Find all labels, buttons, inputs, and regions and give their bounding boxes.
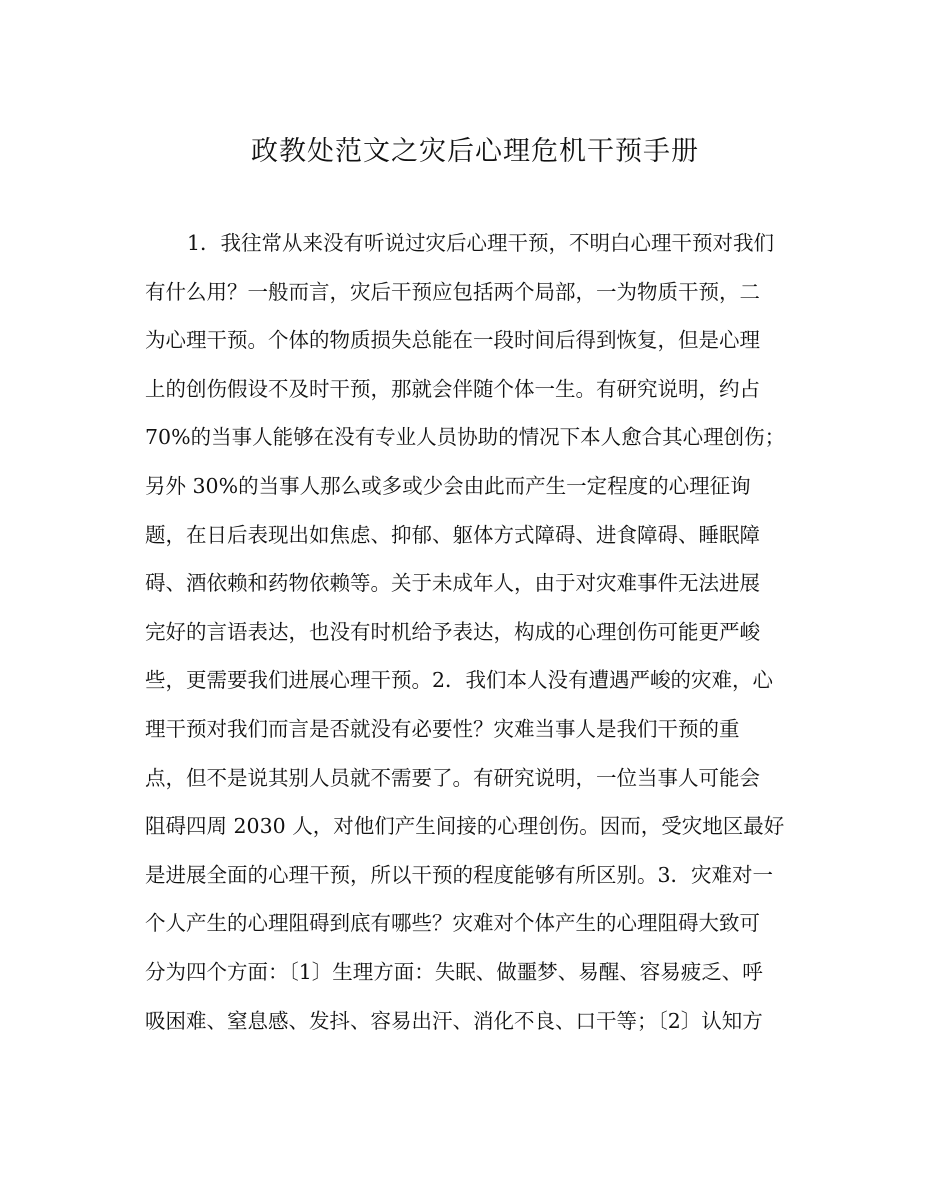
body-line: 点，但不是说其别人员就不需要了。有研究说明，一位当事人可能会 — [145, 765, 760, 790]
body-line: 有什么用？一般而言，灾后干预应包括两个局部，一为物质干预，二 — [145, 279, 760, 304]
body-line: 吸困难、窒息感、发抖、容易出汗、消化不良、口干等；〔2〕认知方 — [145, 1008, 763, 1033]
body-line: 题，在日后表现出如焦虑、抑郁、躯体方式障碍、进食障碍、睡眠障 — [145, 522, 760, 547]
body-line: 为心理干预。个体的物质损失总能在一段时间后得到恢复，但是心理 — [145, 328, 760, 353]
body-line: 另外 30%的当事人那么或多或少会由此而产生一定程度的心理征询 — [145, 473, 751, 498]
body-line: 上的创伤假设不及时干预，那就会伴随个体一生。有研究说明，约占 — [145, 376, 760, 401]
document-title: 政教处范文之灾后心理危机干预手册 — [251, 136, 699, 167]
body-line: 理干预对我们而言是否就没有必要性？灾难当事人是我们干预的重 — [145, 716, 740, 741]
body-line: 是进展全面的心理干预，所以干预的程度能够有所区别。3．灾难对一 — [145, 862, 774, 887]
document-body — [145, 219, 805, 1045]
body-line: 1．我往常从来没有听说过灾后心理干预，不明白心理干预对我们 — [187, 231, 775, 255]
body-line: 完好的言语表达，也没有时机给予表达，构成的心理创伤可能更严峻 — [145, 619, 760, 644]
body-line: 个人产生的心理阻碍到底有哪些？灾难对个体产生的心理阻碍大致可 — [145, 911, 760, 936]
body-line: 碍、酒依赖和药物依赖等。关于未成年人，由于对灾难事件无法进展 — [145, 571, 760, 596]
body-line: 分为四个方面：〔1〕生理方面：失眠、做噩梦、易醒、容易疲乏、呼 — [145, 959, 763, 984]
body-line: 70%的当事人能够在没有专业人员协助的情况下本人愈合其心理创伤； — [145, 425, 786, 450]
body-line: 阻碍四周 2030 人，对他们产生间接的心理创伤。因而，受灾地区最好 — [145, 814, 785, 839]
body-line: 些，更需要我们进展心理干预。2．我们本人没有遭遇严峻的灾难，心 — [145, 668, 774, 693]
